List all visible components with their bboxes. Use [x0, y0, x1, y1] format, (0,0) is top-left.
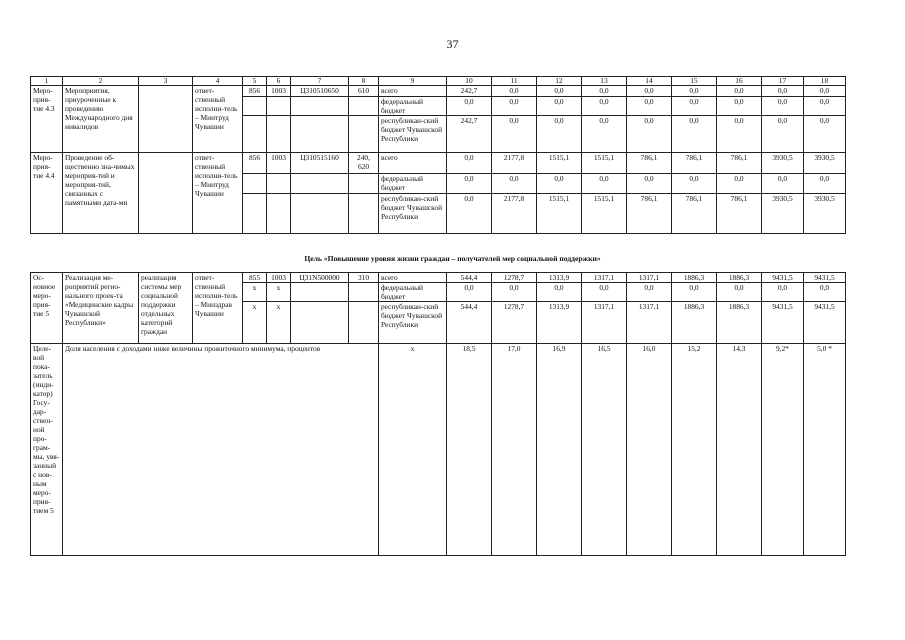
value-cell: 0,0 [762, 86, 804, 97]
event-name: Проведение об-щественно зна-чимых мероприя-тий и мероприя-тий, связанных с памятными дата-ми [63, 153, 139, 234]
value-cell: 0,0 [447, 174, 492, 194]
column-number: 2 [63, 77, 139, 86]
value-cell: 544,4 [447, 273, 492, 283]
column-number: 13 [582, 77, 627, 86]
value-cell: 0,0 [447, 194, 492, 234]
value-cell: 1313,9 [537, 273, 582, 283]
value-cell: 17,0 [492, 344, 537, 556]
value-cell: 5,0 * [804, 344, 846, 556]
value-cell: 0,0 [627, 116, 672, 153]
column-number: 5 [243, 77, 267, 86]
value-cell: 0,0 [627, 97, 672, 116]
expense-type-code [349, 283, 379, 302]
grbs-code [243, 194, 267, 234]
value-cell: 1317,1 [627, 273, 672, 283]
column-number: 8 [349, 77, 379, 86]
value-cell: 1515,1 [537, 153, 582, 174]
value-cell: 0,0 [492, 116, 537, 153]
value-cell: 0,0 [582, 174, 627, 194]
funding-source: республикан-ский бюджет Чувашской Республики [379, 194, 447, 234]
expense-type-code: 610 [349, 86, 379, 97]
value-cell: 1278,7 [492, 302, 537, 344]
value-cell: 0,0 [492, 86, 537, 97]
value-cell: 0,0 [492, 97, 537, 116]
value-cell: 786,1 [672, 153, 717, 174]
value-cell: 786,1 [717, 194, 762, 234]
value-cell: 0,0 [582, 86, 627, 97]
value-cell: 3930,5 [804, 153, 846, 174]
value-cell: 0,0 [804, 97, 846, 116]
section-code [267, 194, 291, 234]
value-cell: 0,0 [447, 153, 492, 174]
event-name: Реализация ме-роприятий регио-нального проек-та «Медицинские кадры Чувашской Республики» [63, 273, 139, 344]
value-cell: 0,0 [672, 174, 717, 194]
value-cell: 9431,5 [762, 302, 804, 344]
value-cell: 0,0 [717, 283, 762, 302]
column-number: 11 [492, 77, 537, 86]
column-number: 18 [804, 77, 846, 86]
value-cell: 0,0 [492, 283, 537, 302]
value-cell: 15,2 [672, 344, 717, 556]
value-cell: 0,0 [627, 283, 672, 302]
expense-type-code: 240, 620 [349, 153, 379, 174]
value-cell: 9431,5 [762, 273, 804, 283]
value-cell: 0,0 [447, 97, 492, 116]
section-code [267, 116, 291, 153]
target-article-code: Ц31N500000 [291, 273, 349, 283]
value-cell: 0,0 [447, 283, 492, 302]
value-cell: 1313,9 [537, 302, 582, 344]
funding-source: республикан-ский бюджет Чувашской Республики [379, 302, 447, 344]
value-cell: 0,0 [717, 174, 762, 194]
expense-type-code [349, 174, 379, 194]
table-row [31, 86, 846, 97]
section-code: 1003 [267, 273, 291, 283]
value-cell: 9431,5 [804, 273, 846, 283]
value-cell: 1886,3 [717, 302, 762, 344]
value-cell: 1317,1 [582, 302, 627, 344]
funding-source: федеральный бюджет [379, 283, 447, 302]
expense-type-code [349, 302, 379, 344]
column-number: 12 [537, 77, 582, 86]
value-cell: 3930,5 [762, 153, 804, 174]
value-cell: 16,0 [627, 344, 672, 556]
section-code: 1003 [267, 153, 291, 174]
column-number: 4 [193, 77, 243, 86]
value-cell: 0,0 [582, 116, 627, 153]
funding-source: всего [379, 273, 447, 283]
indicator-title: Целе-вой пока-затель (инди-катор) Госу-дар-ствен-ной про-грам-мы, увя-занный с нов-ным меро-прия-тием 5 [31, 344, 63, 556]
grbs-code: 856 [243, 86, 267, 97]
target-article-code [291, 283, 349, 302]
value-cell: 786,1 [627, 194, 672, 234]
value-cell: 18,5 [447, 344, 492, 556]
value-cell: 0,0 [762, 97, 804, 116]
page-number: 37 [446, 37, 459, 51]
value-cell: 3930,5 [804, 194, 846, 234]
value-cell: 16,5 [582, 344, 627, 556]
value-cell: 242,7 [447, 116, 492, 153]
value-cell: 1278,7 [492, 273, 537, 283]
event-title: Меро-прия-тие 4.4 [31, 153, 63, 234]
event-col3: реализация системы мер социальной поддержки отдельных категорий граждан [139, 273, 193, 344]
value-cell: 0,0 [804, 86, 846, 97]
column-number: 9 [379, 77, 447, 86]
program-table [30, 76, 846, 234]
value-cell: 1886,3 [672, 302, 717, 344]
value-cell: 0,0 [537, 116, 582, 153]
value-cell: 14,3 [717, 344, 762, 556]
target-article-code [291, 116, 349, 153]
column-number: 6 [267, 77, 291, 86]
value-cell: 0,0 [672, 116, 717, 153]
value-cell: 1317,1 [627, 302, 672, 344]
target-article-code [291, 97, 349, 116]
event-col3 [139, 153, 193, 234]
grbs-code [243, 97, 267, 116]
responsible-executor: ответ-ственный исполни-тель – Минтруд Чувашии [193, 86, 243, 153]
indicator-row [31, 344, 846, 556]
value-cell: 544,4 [447, 302, 492, 344]
column-number: 1 [31, 77, 63, 86]
responsible-executor: ответ-ственный исполни-тель – Минтруд Чувашии [193, 153, 243, 234]
value-cell: 0,0 [672, 86, 717, 97]
value-cell: 0,0 [537, 97, 582, 116]
value-cell: 1515,1 [537, 194, 582, 234]
funding-source: всего [379, 153, 447, 174]
column-number: 14 [627, 77, 672, 86]
expense-type-code [349, 116, 379, 153]
value-cell: 0,0 [762, 174, 804, 194]
grbs-code: 856 [243, 153, 267, 174]
column-number: 7 [291, 77, 349, 86]
indicator-name: Доля населения с доходами ниже величины прожиточного минимума, процентов [63, 344, 379, 556]
target-article-code [291, 174, 349, 194]
event-col3 [139, 86, 193, 153]
funding-source: федеральный бюджет [379, 174, 447, 194]
value-cell: 16,9 [537, 344, 582, 556]
section-code: 1003 [267, 86, 291, 97]
value-cell: 0,0 [582, 283, 627, 302]
goal-heading: Цель «Повышение уровня жизни граждан – получателей мер социальной поддержки» [304, 254, 601, 263]
value-cell: 786,1 [717, 153, 762, 174]
value-cell: 0,0 [582, 97, 627, 116]
expense-type-code: 310 [349, 273, 379, 283]
event-title: Меро-прия-тие 4.3 [31, 86, 63, 153]
grbs-code [243, 116, 267, 153]
value-cell: 0,0 [717, 97, 762, 116]
event-name: Мероприятия, приуроченные к проведению Международного дня инвалидов [63, 86, 139, 153]
value-cell: 1515,1 [582, 194, 627, 234]
target-article-code [291, 302, 349, 344]
responsible-executor: ответ-ственный исполни-тель – Минздрав Чувашии [193, 273, 243, 344]
value-cell: 3930,5 [762, 194, 804, 234]
event-title: Ос-новное меро-прия-тие 5 [31, 273, 63, 344]
value-cell: 0,0 [537, 174, 582, 194]
value-cell: 0,0 [762, 283, 804, 302]
value-cell: 2177,8 [492, 153, 537, 174]
header-row [31, 77, 846, 86]
target-article-code: Ц310515160 [291, 153, 349, 174]
column-number: 3 [139, 77, 193, 86]
table-row [31, 273, 846, 283]
column-number: 10 [447, 77, 492, 86]
value-cell: 1886,3 [672, 273, 717, 283]
value-cell: 0,0 [627, 174, 672, 194]
value-cell: 0,0 [804, 174, 846, 194]
value-cell: 0,0 [537, 86, 582, 97]
value-cell: 0,0 [717, 116, 762, 153]
funding-source: х [379, 344, 447, 556]
value-cell: 0,0 [762, 116, 804, 153]
value-cell: 786,1 [627, 153, 672, 174]
expense-type-code [349, 194, 379, 234]
value-cell: 0,0 [804, 116, 846, 153]
grbs-code: x [243, 283, 267, 302]
value-cell: 0,0 [717, 86, 762, 97]
funding-source: республикан-ский бюджет Чувашской Республики [379, 116, 447, 153]
value-cell: 0,0 [492, 174, 537, 194]
section-code [267, 174, 291, 194]
grbs-code: 855 [243, 273, 267, 283]
value-cell: 0,0 [672, 97, 717, 116]
table-row [31, 153, 846, 174]
value-cell: 9,2* [762, 344, 804, 556]
value-cell: 9431,5 [804, 302, 846, 344]
value-cell: 0,0 [627, 86, 672, 97]
expense-type-code [349, 97, 379, 116]
funding-source: федеральный бюджет [379, 97, 447, 116]
column-number: 16 [717, 77, 762, 86]
value-cell: 0,0 [537, 283, 582, 302]
value-cell: 1317,1 [582, 273, 627, 283]
section-code: x [267, 283, 291, 302]
column-number: 17 [762, 77, 804, 86]
target-article-code [291, 194, 349, 234]
grbs-code [243, 174, 267, 194]
value-cell: 242,7 [447, 86, 492, 97]
section-code: x [267, 302, 291, 344]
program-table-2 [30, 272, 846, 556]
column-number: 15 [672, 77, 717, 86]
grbs-code: x [243, 302, 267, 344]
value-cell: 0,0 [804, 283, 846, 302]
section-code [267, 97, 291, 116]
value-cell: 1886,3 [717, 273, 762, 283]
funding-source: всего [379, 86, 447, 97]
target-article-code: Ц310510650 [291, 86, 349, 97]
value-cell: 1515,1 [582, 153, 627, 174]
value-cell: 786,1 [672, 194, 717, 234]
value-cell: 2177,8 [492, 194, 537, 234]
value-cell: 0,0 [672, 283, 717, 302]
